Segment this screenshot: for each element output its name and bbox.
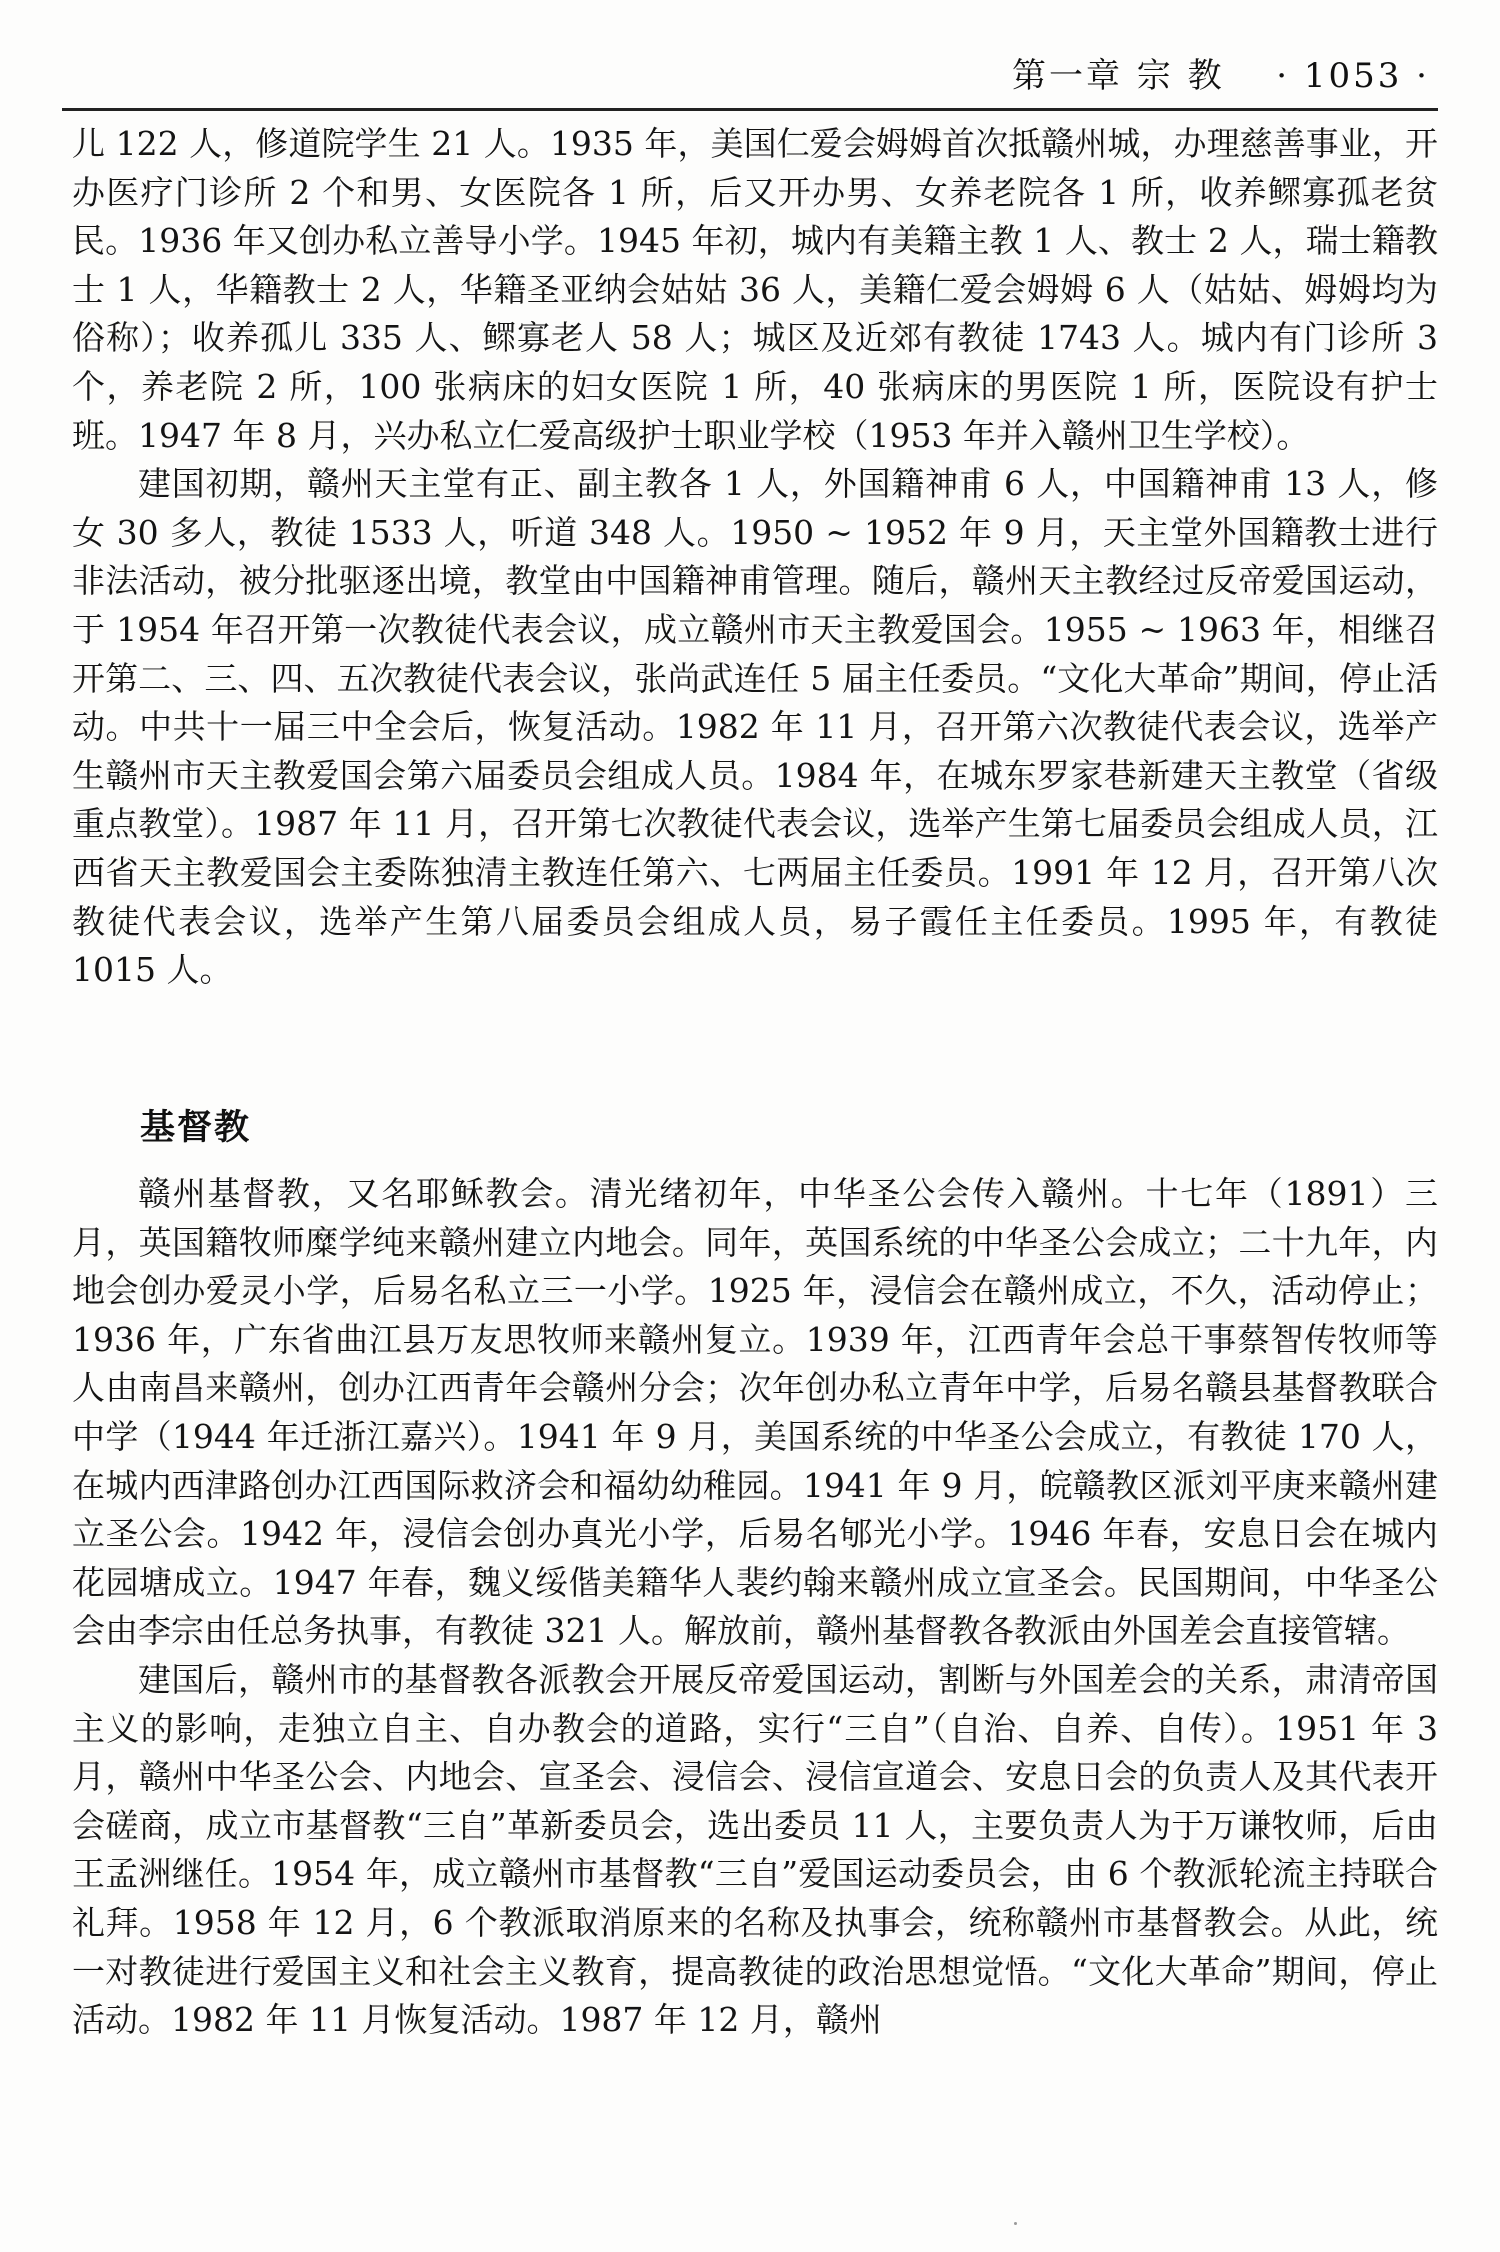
header-rule xyxy=(62,108,1438,111)
protestant-paragraph-history: 赣州基督教，又名耶稣教会。清光绪初年，中华圣公会传入赣州。十七年（1891）三月，英国籍牧师糜学纯来赣州建立内地会。同年，英国系统的中华圣公会成立；二十九年，内地会创办爱灵小学，后易名私立三一小学。1925 年，浸信会在赣州成立，不久，活动停止；1936 年，广东省曲江县万友思牧师来赣州复立。1939 年，江西青年会总干事蔡智传牧师等人由南昌来赣州，创办江西青年会赣州分会；次年创办私立青年中学，后易名赣县基督教联合中学（1944 年迁浙江嘉兴）。1941 年 9 月，美国系统的中华圣公会成立，有教徒 170 人，在城内西津路创办江西国际救济会和福幼幼稚园。1941 年 9 月，皖赣教区派刘平庚来赣州建立圣公会。1942 年，浸信会创办真光小学，后易名郇光小学。1946 年春，安息日会在城内花园塘成立。1947 年春，魏义绥偕美籍华人裴约翰来赣州成立宣圣会。民国期间，中华圣公会由李宗由任总务执事，有教徒 321 人。解放前，赣州基督教各教派由外国差会直接管辖。 xyxy=(72,1174,1438,1651)
page-number: · 1053 · xyxy=(1276,56,1430,96)
section-heading-protestant: 基督教 xyxy=(140,1108,252,1148)
catholic-paragraph-after-1949: 建国初期，赣州天主堂有正、副主教各 1 人，外国籍神甫 6 人，中国籍神甫 13 人，修女 30 多人，教徒 1533 人，听道 348 人。1950 ~ 1952 年 9 月，天主堂外国籍教士进行非法活动，被分批驱逐出境，教堂由中国籍神甫管理。随后，赣州天主教经过反帝爱国运动，于 1954 年召开第一次教徒代表会议，成立赣州市天主教爱国会。1955 ~ 1963 年，相继召开第二、三、四、五次教徒代表会议，张尚武连任 5 届主任委员。“文化大革命”期间，停止活动。中共十一届三中全会后，恢复活动。1982 年 11 月，召开第六次教徒代表会议，选举产生赣州市天主教爱国会第六届委员会组成人员。1984 年，在城东罗家巷新建天主教堂（省级重点教堂）。1987 年 11 月，召开第七次教徒代表会议，选举产生第七届委员会组成人员，江西省天主教爱国会主委陈独清主教连任第六、七两届主任委员。1991 年 12 月，召开第八次教徒代表会议，选举产生第八届委员会组成人员，易子霞任主任委员。1995 年，有教徒 1015 人。 xyxy=(72,464,1438,990)
catholic-paragraph-continued: 儿 122 人，修道院学生 21 人。1935 年，美国仁爱会姆姆首次抵赣州城，办理慈善事业，开办医疗门诊所 2 个和男、女医院各 1 所，后又开办男、女养老院各 1 所，收养鳏寡孤老贫民。1936 年又创办私立善导小学。1945 年初，城内有美籍主教 1 人、教士 2 人，瑞士籍教士 1 人，华籍教士 2 人，华籍圣亚纳会姑姑 36 人，美籍仁爱会姆姆 6 人（姑姑、姆姆均为俗称）；收养孤儿 335 人、鳏寡老人 58 人；城区及近郊有教徒 1743 人。城内有门诊所 3 个，养老院 2 所，100 张病床的妇女医院 1 所，40 张病床的男医院 1 所，医院设有护士班。1947 年 8 月，兴办私立仁爱高级护士职业学校（1953 年并入赣州卫生学校）。 xyxy=(72,124,1438,455)
catholic-section-body xyxy=(72,120,1438,995)
protestant-paragraph-after-1949: 建国后，赣州市的基督教各派教会开展反帝爱国运动，割断与外国差会的关系，肃清帝国主义的影响，走独立自主、自办教会的道路，实行“三自”（自治、自养、自传）。1951 年 3 月，赣州中华圣公会、内地会、宣圣会、浸信会、浸信宣道会、安息日会的负责人及其代表开会磋商，成立市基督教“三自”革新委员会，选出委员 11 人，主要负责人为于万谦牧师，后由王孟洲继任。1954 年，成立赣州市基督教“三自”爱国运动委员会，由 6 个教派轮流主持联合礼拜。1958 年 12 月，6 个教派取消原来的名称及执事会，统称赣州市基督教会。从此，统一对教徒进行爱国主义和社会主义教育，提高教徒的政治思想觉悟。“文化大革命”期间，停止活动。1982 年 11 月恢复活动。1987 年 12 月，赣州 xyxy=(72,1659,1438,2040)
protestant-section-body xyxy=(72,1170,1438,2045)
running-header xyxy=(78,48,1430,100)
scan-speck xyxy=(1014,2222,1017,2225)
chapter-title: 第一章 宗 教 xyxy=(1011,56,1225,96)
